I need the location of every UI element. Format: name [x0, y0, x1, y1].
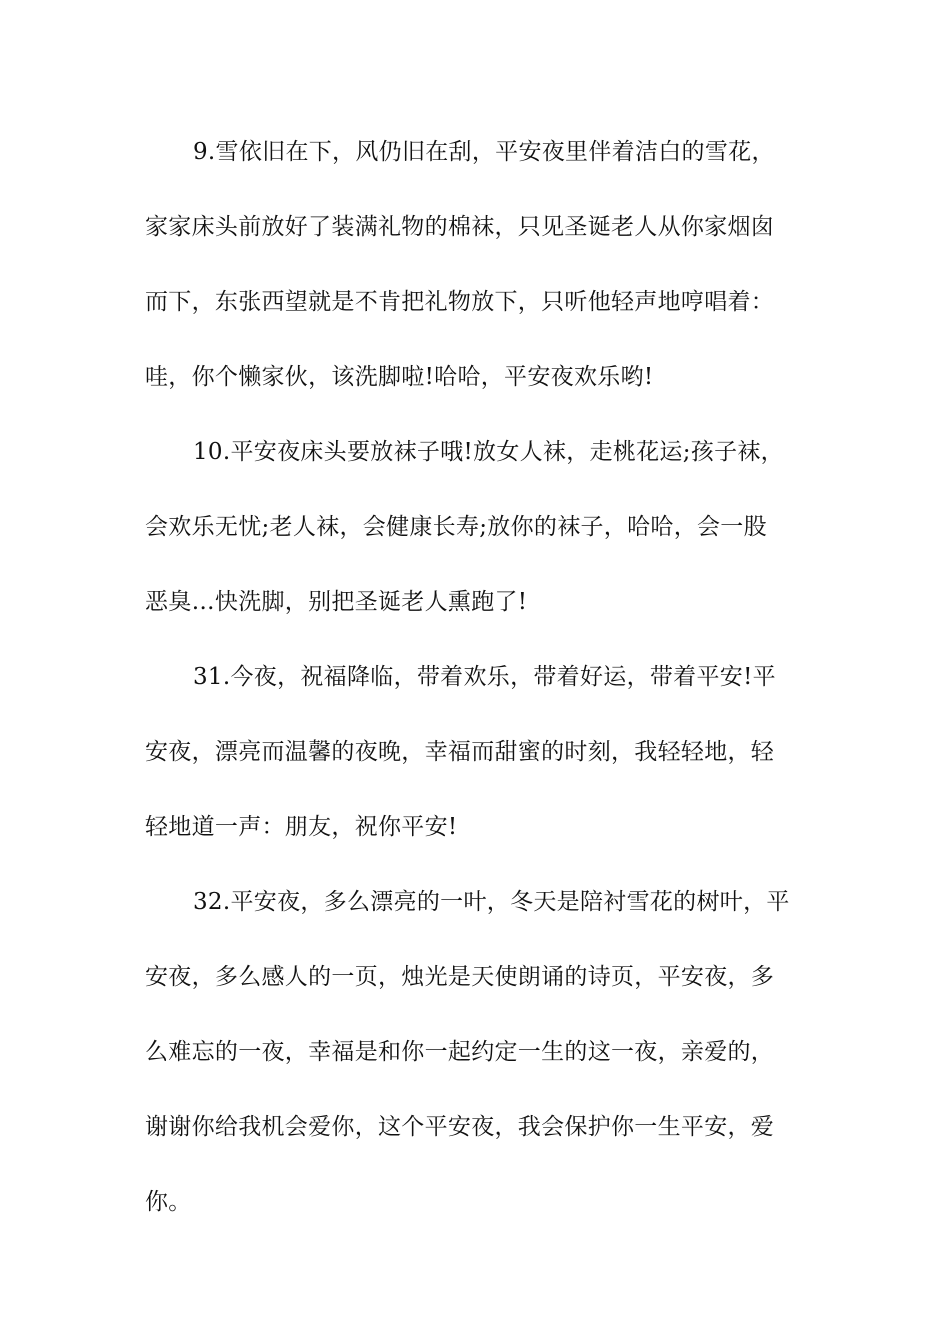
paragraph-32-line-3: 么难忘的一夜，幸福是和你一起约定一生的这一夜，亲爱的，: [145, 1039, 775, 1065]
paragraph-9-line-3: 而下，东张西望就是不肯把礼物放下，只听他轻声地哼唱着：: [145, 289, 775, 315]
paragraph-10-line-1: 10.平安夜床头要放袜子哦!放女人袜，走桃花运;孩子袜，: [193, 439, 784, 465]
paragraph-31-line-2: 安夜，漂亮而温馨的夜晚，幸福而甜蜜的时刻，我轻轻地，轻: [145, 739, 775, 765]
paragraph-10-line-3: 恶臭…快洗脚，别把圣诞老人熏跑了!: [145, 589, 528, 615]
paragraph-9-line-4: 哇，你个懒家伙，该洗脚啦!哈哈，平安夜欢乐哟!: [145, 364, 654, 390]
paragraph-9-line-1: 9.雪依旧在下，风仍旧在刮，平安夜里伴着洁白的雪花，: [193, 139, 775, 165]
paragraph-32-line-5: 你。: [145, 1189, 192, 1215]
paragraph-32-line-2: 安夜，多么感人的一页，烛光是天使朗诵的诗页，平安夜，多: [145, 964, 775, 990]
paragraph-32-line-4: 谢谢你给我机会爱你，这个平安夜，我会保护你一生平安，爱: [145, 1114, 775, 1140]
paragraph-9-line-2: 家家床头前放好了装满礼物的棉袜，只见圣诞老人从你家烟囱: [145, 214, 775, 240]
paragraph-32-line-1: 32.平安夜，多么漂亮的一叶，冬天是陪衬雪花的树叶，平: [193, 889, 790, 915]
paragraph-31-line-1: 31.今夜，祝福降临，带着欢乐，带着好运，带着平安!平: [193, 664, 776, 690]
paragraph-31-line-3: 轻地道一声：朋友，祝你平安!: [145, 814, 458, 840]
paragraph-10-line-2: 会欢乐无忧;老人袜，会健康长寿;放你的袜子，哈哈，会一股: [145, 514, 767, 540]
